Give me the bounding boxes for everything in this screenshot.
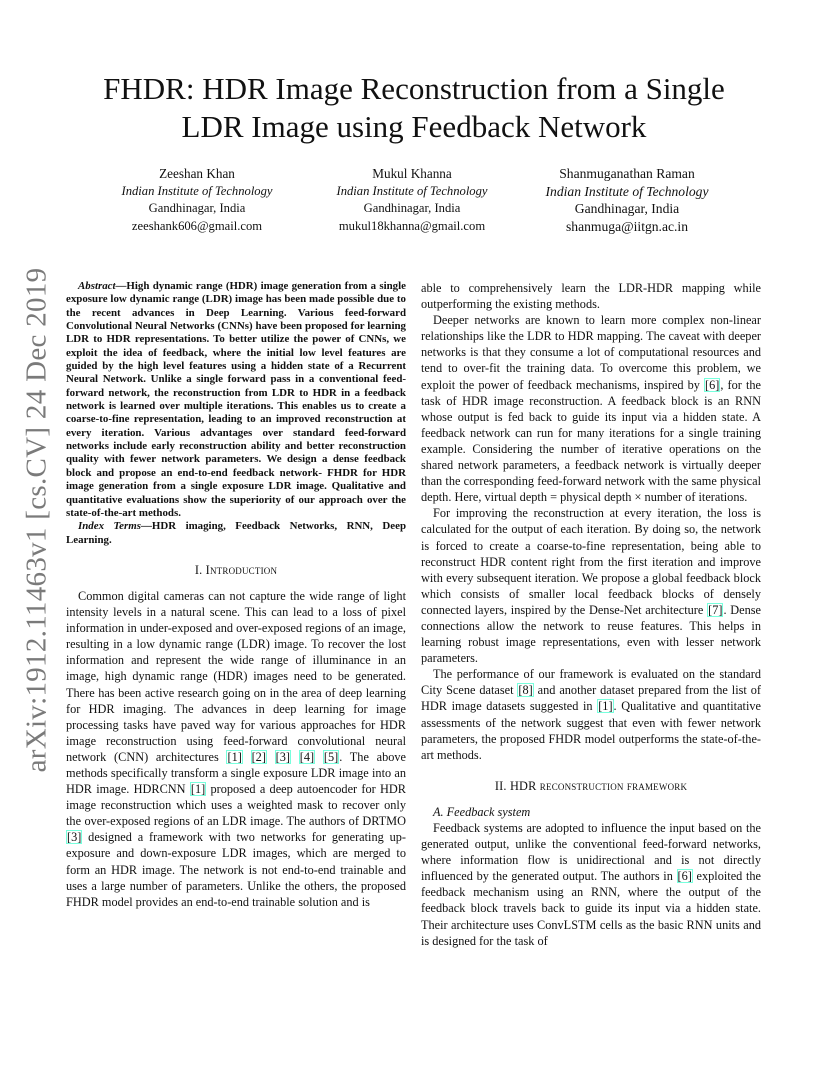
text-run: and another dataset prepared from the list of HDR image datasets suggested in <box>421 683 761 714</box>
paragraph-continued: able to comprehensively learn the LDR-HDR mapping while outperforming the existing methods. <box>421 281 761 312</box>
text-run: exploited the feedback mechanism using an RNN, where the output of the feedback block travels back to guide its input via a hidden state. Their architecture uses ConvLSTM cells as the basic RNN units and is designed for the task of <box>421 869 761 948</box>
citation-link[interactable]: [7] <box>708 602 723 617</box>
paragraph-feedback-motivation <box>421 312 761 505</box>
citation-link[interactable]: [3] <box>67 830 82 845</box>
author-block-1 <box>105 165 289 235</box>
text-run: For improving the reconstruction at every iteration, the loss is calculated for the output of each iteration. By doing so, the network is forced to create a coarse-to-fine representation, being able to reconstruct HDR content right from the first iteration and improve with every subsequent iteration. We propose a global feedback block which consists of smaller local feedback blocks of densely connected layers, inspired by the Dense-Net architecture <box>421 506 761 617</box>
index-terms <box>66 520 406 547</box>
author-email[interactable]: shanmuga@iitgn.ac.in <box>566 218 688 234</box>
author-block-3 <box>530 165 724 235</box>
citation-link[interactable]: [3] <box>275 749 291 764</box>
author-name: Shanmuganathan Raman <box>559 166 695 181</box>
arxiv-stamp-text: arXiv:1912.11463v1 [cs.CV] 24 Dec 2019 <box>20 267 53 773</box>
text-run: The performance of our framework is evaluated on the standard City Scene dataset <box>421 667 761 698</box>
citation-link[interactable]: [6] <box>705 377 720 392</box>
paper-title <box>60 70 768 146</box>
abstract-text: —High dynamic range (HDR) image generation from a single exposure low dynamic range (LDR) image has been made possible due to the recent advances in Deep Learning. Various feed-forward Convolutional Neural Networks (CNNs) have been proposed for learning LDR to HDR representations. To better utilize the power of CNNs, we exploit the idea of feedback, where the initial low level features are guided by the high level features using a hidden state of a Recurrent Neural Network. Unlike a single forward pass in a conventional feed-forward network, the reconstruction from LDR to HDR in a feedback network is learned over multiple iterations. This enables us to create a coarse-to-fine representation, leading to an improved reconstruction at every iteration. Various advantages over standard feed-forward networks include early reconstruction ability and better reconstruction quality with fewer network parameters. We design a dense feedback block and propose an end-to-end feedback network- FHDR for HDR image generation from a single exposure LDR image. Qualitative and quantitative evaluations show the superiority of our approach over the state-of-the-art methods. <box>66 280 406 519</box>
section-number: II. HDR <box>494 778 540 793</box>
intro-paragraph <box>66 588 406 910</box>
section-title: Introduction <box>205 562 278 577</box>
text-run: . Qualitative and quantitative assessments of the network suggest that even with fewer network parameters, the proposed FHDR model outperforms the state-of-the-art methods. <box>421 699 761 762</box>
author-email[interactable]: zeeshank606@gmail.com <box>131 218 263 233</box>
title-line-1: FHDR: HDR Image Reconstruction from a Single <box>103 71 725 106</box>
text-run: designed a framework with two networks for generating up-exposure and down-exposure LDR images, which are merged to form an HDR image. The network is not end-to-end trainable and uses a large number of parameters. Unlike the others, the proposed FHDR model provides an end-to-end trainable solution and is <box>66 830 406 909</box>
author-name: Zeeshan Khan <box>159 166 235 181</box>
section-heading-framework <box>421 778 761 794</box>
index-terms-label: Index Terms <box>78 520 141 533</box>
citation-link[interactable]: [2] <box>251 749 266 764</box>
section-number: I. <box>194 562 206 577</box>
left-column <box>66 280 406 910</box>
paragraph-coarse-to-fine <box>421 505 761 666</box>
text-run: Feedback systems are adopted to influence the input based on the generated output, unlike the conventional feed-forward networks, where information flow is unidirectional and is not directly influenced by the generated output. The authors in <box>421 821 761 884</box>
citation-link[interactable]: [1] <box>190 782 206 797</box>
paragraph-feedback-system <box>421 820 761 949</box>
citation-link[interactable]: [6] <box>677 869 692 884</box>
text-run: , for the task of HDR image reconstruction. A feedback block is an RNN whose output is fed back to guide its input via a hidden state. A feedback network can run for many iterations for a single training example. Considering the number of iterative operations on the shared network parameters, a feedback network is virtually deeper than the corresponding feed-forward network with the same physical depth. Here, virtual depth = physical depth × number of iterations. <box>421 377 761 505</box>
author-city: Gandhinagar, India <box>574 201 680 216</box>
abstract <box>66 280 406 520</box>
citation-link[interactable]: [1] <box>598 699 613 714</box>
arxiv-stamp <box>14 267 60 773</box>
title-line-2: LDR Image using Feedback Network <box>181 109 647 144</box>
author-affiliation: Indian Institute of Technology <box>121 183 273 198</box>
text-run: Deeper networks are known to learn more complex non-linear relationships like the LDR to HDR mapping. The caveat with deeper networks is that they consume a lot of computational resources and tend to over-fit the training data. To overcome this problem, we exploit the power of feedback mechanisms, inspired by <box>421 313 761 392</box>
citation-link[interactable]: [8] <box>518 683 533 698</box>
right-column <box>421 280 761 949</box>
text-run: . The above methods specifically transform a single exposure LDR image into an HDR image. HDRCNN <box>66 749 407 797</box>
author-email[interactable]: mukul18khanna@gmail.com <box>338 218 486 233</box>
text-run: Common digital cameras can not capture the wide range of light intensity levels in a natural scene. This can lead to a loss of pixel information in under-exposed and over-exposed regions of an image, resulting in a low dynamic range (LDR) image. To recover the lost information and represent the wide range of illuminance in an image, high dynamic range (HDR) images need to be generated. There has been active research going on in the area of deep learning for HDR imaging. The advances in deep learning for image processing tasks have paved way for various approaches for HDR image reconstruction using feed-forward convolutional neural network (CNN) architectures <box>66 588 406 764</box>
author-affiliation: Indian Institute of Technology <box>545 183 709 199</box>
author-city: Gandhinagar, India <box>363 201 461 215</box>
author-name: Mukul Khanna <box>372 166 452 181</box>
text-run: proposed a deep autoencoder for HDR image reconstruction which uses a weighted mask to recover only the over-exposed regions of an LDR image. The authors of DRTMO <box>66 782 406 829</box>
citation-link[interactable]: [4] <box>299 749 315 764</box>
author-block-2 <box>320 165 504 235</box>
citation-link[interactable]: [5] <box>323 749 339 764</box>
paragraph-evaluation <box>421 666 761 763</box>
author-city: Gandhinagar, India <box>148 201 246 215</box>
index-terms-text: —HDR imaging, Feedback Networks, RNN, Deep Learning. <box>66 520 406 546</box>
subsection-heading: A. Feedback system <box>433 804 531 819</box>
author-affiliation: Indian Institute of Technology <box>336 183 488 198</box>
text-run: . Dense connections allow the network to reuse features. This helps in learning robust image representations, even with lesser network parameters. <box>421 602 761 666</box>
section-title: reconstruction framework <box>539 778 688 793</box>
abstract-label: Abstract <box>78 280 116 292</box>
citation-link[interactable]: [1] <box>227 749 242 764</box>
section-heading-introduction <box>66 562 406 578</box>
